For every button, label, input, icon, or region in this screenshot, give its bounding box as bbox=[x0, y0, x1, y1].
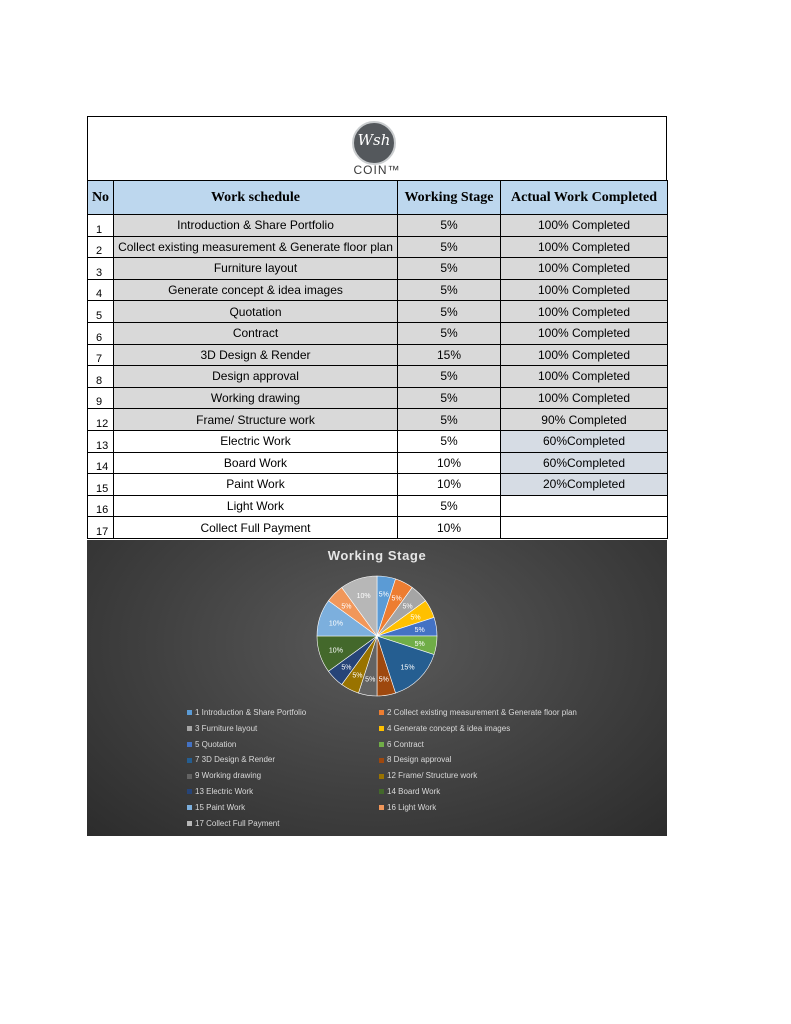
work-completed-cell: 60%Completed bbox=[501, 430, 668, 452]
row-number: 3 bbox=[88, 258, 114, 280]
legend-item bbox=[379, 724, 510, 733]
row-number: 9 bbox=[88, 387, 114, 409]
legend-item bbox=[187, 771, 261, 780]
table-row bbox=[88, 452, 668, 474]
work-schedule-cell: Working drawing bbox=[114, 387, 398, 409]
pie-data-label: 5% bbox=[391, 595, 402, 603]
row-number: 12 bbox=[88, 409, 114, 431]
legend-swatch bbox=[187, 774, 192, 779]
pie-data-label: 10% bbox=[328, 620, 343, 628]
working-stage-cell: 15% bbox=[398, 344, 501, 366]
work-schedule-cell: 3D Design & Render bbox=[114, 344, 398, 366]
legend-label: 9 Working drawing bbox=[195, 771, 262, 781]
work-schedule-cell: Frame/ Structure work bbox=[114, 409, 398, 431]
work-schedule-cell: Paint Work bbox=[114, 474, 398, 496]
legend-swatch bbox=[187, 821, 192, 826]
wish-coin-logo bbox=[352, 121, 396, 165]
legend-label: 12 Frame/ Structure work bbox=[387, 771, 478, 781]
table-row bbox=[88, 301, 668, 323]
legend-label: 6 Contract bbox=[387, 739, 424, 749]
legend-label: 5 Quotation bbox=[195, 739, 237, 749]
work-completed-cell: 100% Completed bbox=[501, 387, 668, 409]
work-schedule-cell: Board Work bbox=[114, 452, 398, 474]
legend-item bbox=[187, 819, 279, 828]
table-row bbox=[88, 322, 668, 344]
row-number: 16 bbox=[88, 495, 114, 517]
work-schedule-cell: Electric Work bbox=[114, 430, 398, 452]
working-stage-cell: 5% bbox=[398, 322, 501, 344]
work-schedule-table bbox=[87, 180, 668, 539]
work-completed-cell: 100% Completed bbox=[501, 301, 668, 323]
row-number: 5 bbox=[88, 301, 114, 323]
pie-slices bbox=[317, 576, 437, 696]
table-row bbox=[88, 344, 668, 366]
header-work-schedule: Work schedule bbox=[114, 181, 398, 215]
legend-label: 4 Generate concept & idea images bbox=[387, 723, 511, 733]
row-number: 17 bbox=[88, 517, 114, 539]
legend-label: 3 Furniture layout bbox=[195, 723, 258, 733]
row-number: 6 bbox=[88, 322, 114, 344]
header-no: No bbox=[88, 181, 114, 215]
legend-item bbox=[187, 740, 236, 749]
work-completed-cell: 60%Completed bbox=[501, 452, 668, 474]
row-number: 14 bbox=[88, 452, 114, 474]
working-stage-cell: 10% bbox=[398, 452, 501, 474]
table-row bbox=[88, 258, 668, 280]
legend-swatch bbox=[187, 789, 192, 794]
work-completed-cell: 100% Completed bbox=[501, 258, 668, 280]
row-number: 1 bbox=[88, 215, 114, 237]
legend-swatch bbox=[187, 742, 192, 747]
legend-swatch bbox=[379, 774, 384, 779]
legend-label: 17 Collect Full Payment bbox=[195, 818, 280, 828]
working-stage-cell: 5% bbox=[398, 409, 501, 431]
legend-item bbox=[187, 708, 306, 717]
pie-data-label: 10% bbox=[356, 592, 371, 600]
table-row bbox=[88, 517, 668, 539]
working-stage-cell: 5% bbox=[398, 366, 501, 388]
legend-swatch bbox=[187, 726, 192, 731]
row-number: 2 bbox=[88, 236, 114, 258]
row-number: 7 bbox=[88, 344, 114, 366]
legend-item bbox=[379, 771, 477, 780]
work-completed-cell bbox=[501, 517, 668, 539]
pie-chart-svg bbox=[87, 540, 667, 836]
work-schedule-cell: Collect Full Payment bbox=[114, 517, 398, 539]
table-row bbox=[88, 366, 668, 388]
legend-swatch bbox=[379, 742, 384, 747]
working-stage-cell: 5% bbox=[398, 215, 501, 237]
logo-wordmark: COIN™ bbox=[353, 163, 401, 177]
legend-item bbox=[379, 803, 436, 812]
work-completed-cell: 100% Completed bbox=[501, 322, 668, 344]
work-schedule-cell: Generate concept & idea images bbox=[114, 279, 398, 301]
table-row bbox=[88, 495, 668, 517]
pie-data-label: 15% bbox=[400, 664, 415, 672]
work-completed-cell: 100% Completed bbox=[501, 215, 668, 237]
table-row bbox=[88, 215, 668, 237]
work-completed-cell: 90% Completed bbox=[501, 409, 668, 431]
legend-item bbox=[379, 708, 577, 717]
work-completed-cell: 100% Completed bbox=[501, 366, 668, 388]
pie-data-label: 5% bbox=[414, 640, 425, 648]
row-number: 13 bbox=[88, 430, 114, 452]
table-body bbox=[88, 215, 668, 539]
working-stage-cell: 5% bbox=[398, 495, 501, 517]
pie-data-label: 5% bbox=[341, 603, 352, 611]
work-schedule-cell: Design approval bbox=[114, 366, 398, 388]
work-schedule-cell: Quotation bbox=[114, 301, 398, 323]
pie-data-label: 5% bbox=[410, 614, 421, 622]
legend-swatch bbox=[187, 805, 192, 810]
work-completed-cell: 100% Completed bbox=[501, 279, 668, 301]
legend-item bbox=[187, 755, 275, 764]
legend-label: 1 Introduction & Share Portfolio bbox=[195, 708, 307, 717]
chart-title: Working Stage bbox=[327, 548, 427, 563]
legend-label: 13 Electric Work bbox=[195, 787, 254, 796]
working-stage-cell: 10% bbox=[398, 517, 501, 539]
working-stage-cell: 5% bbox=[398, 258, 501, 280]
pie-data-label: 5% bbox=[352, 672, 363, 680]
working-stage-cell: 5% bbox=[398, 301, 501, 323]
work-schedule-cell: Furniture layout bbox=[114, 258, 398, 280]
work-schedule-cell: Collect existing measurement & Generate floor plan bbox=[114, 236, 398, 258]
working-stage-cell: 5% bbox=[398, 387, 501, 409]
legend-item bbox=[379, 787, 440, 796]
work-schedule-cell: Contract bbox=[114, 322, 398, 344]
working-stage-cell: 5% bbox=[398, 279, 501, 301]
work-schedule-cell: Introduction & Share Portfolio bbox=[114, 215, 398, 237]
work-completed-cell: 20%Completed bbox=[501, 474, 668, 496]
legend-label: 8 Design approval bbox=[387, 755, 452, 765]
working-stage-cell: 10% bbox=[398, 474, 501, 496]
working-stage-cell: 5% bbox=[398, 236, 501, 258]
work-completed-cell bbox=[501, 495, 668, 517]
table-row bbox=[88, 409, 668, 431]
table-row bbox=[88, 430, 668, 452]
row-number: 15 bbox=[88, 474, 114, 496]
table-row bbox=[88, 474, 668, 496]
legend-label: 14 Board Work bbox=[387, 787, 441, 796]
work-schedule-cell: Light Work bbox=[114, 495, 398, 517]
table-header-row bbox=[88, 181, 668, 215]
legend-swatch bbox=[379, 758, 384, 763]
legend-label: 15 Paint Work bbox=[195, 802, 246, 812]
working-stage-chart bbox=[87, 540, 667, 836]
legend-item bbox=[379, 740, 424, 749]
header-actual-work-completed: Actual Work Completed bbox=[501, 181, 668, 215]
legend-swatch bbox=[379, 710, 384, 715]
table-row bbox=[88, 387, 668, 409]
working-stage-cell: 5% bbox=[398, 430, 501, 452]
legend-label: 16 Light Work bbox=[387, 802, 437, 812]
logo-script-text: Wsh bbox=[357, 131, 391, 149]
legend-swatch bbox=[379, 726, 384, 731]
pie-data-label: 10% bbox=[328, 647, 343, 655]
legend-swatch bbox=[379, 789, 384, 794]
legend-item bbox=[379, 755, 451, 764]
legend-label: 7 3D Design & Render bbox=[195, 755, 276, 765]
pie-data-label: 5% bbox=[378, 676, 389, 684]
legend-swatch bbox=[187, 758, 192, 763]
pie-data-label: 5% bbox=[378, 591, 389, 599]
legend-swatch bbox=[187, 710, 192, 715]
legend-item bbox=[187, 803, 245, 812]
logo-header bbox=[87, 116, 667, 180]
legend-item bbox=[187, 787, 253, 796]
table-row bbox=[88, 279, 668, 301]
table-row bbox=[88, 236, 668, 258]
row-number: 8 bbox=[88, 366, 114, 388]
header-working-stage: Working Stage bbox=[398, 181, 501, 215]
work-completed-cell: 100% Completed bbox=[501, 236, 668, 258]
legend-item bbox=[187, 724, 257, 733]
pie-data-label: 5% bbox=[414, 627, 425, 635]
pie-data-label: 5% bbox=[341, 664, 352, 672]
legend-label: 2 Collect existing measurement & Generate floor plan bbox=[387, 708, 577, 717]
pie-data-label: 5% bbox=[365, 676, 376, 684]
row-number: 4 bbox=[88, 279, 114, 301]
schedule-sheet bbox=[87, 116, 667, 539]
pie-data-label: 5% bbox=[402, 603, 413, 611]
legend-swatch bbox=[379, 805, 384, 810]
work-completed-cell: 100% Completed bbox=[501, 344, 668, 366]
